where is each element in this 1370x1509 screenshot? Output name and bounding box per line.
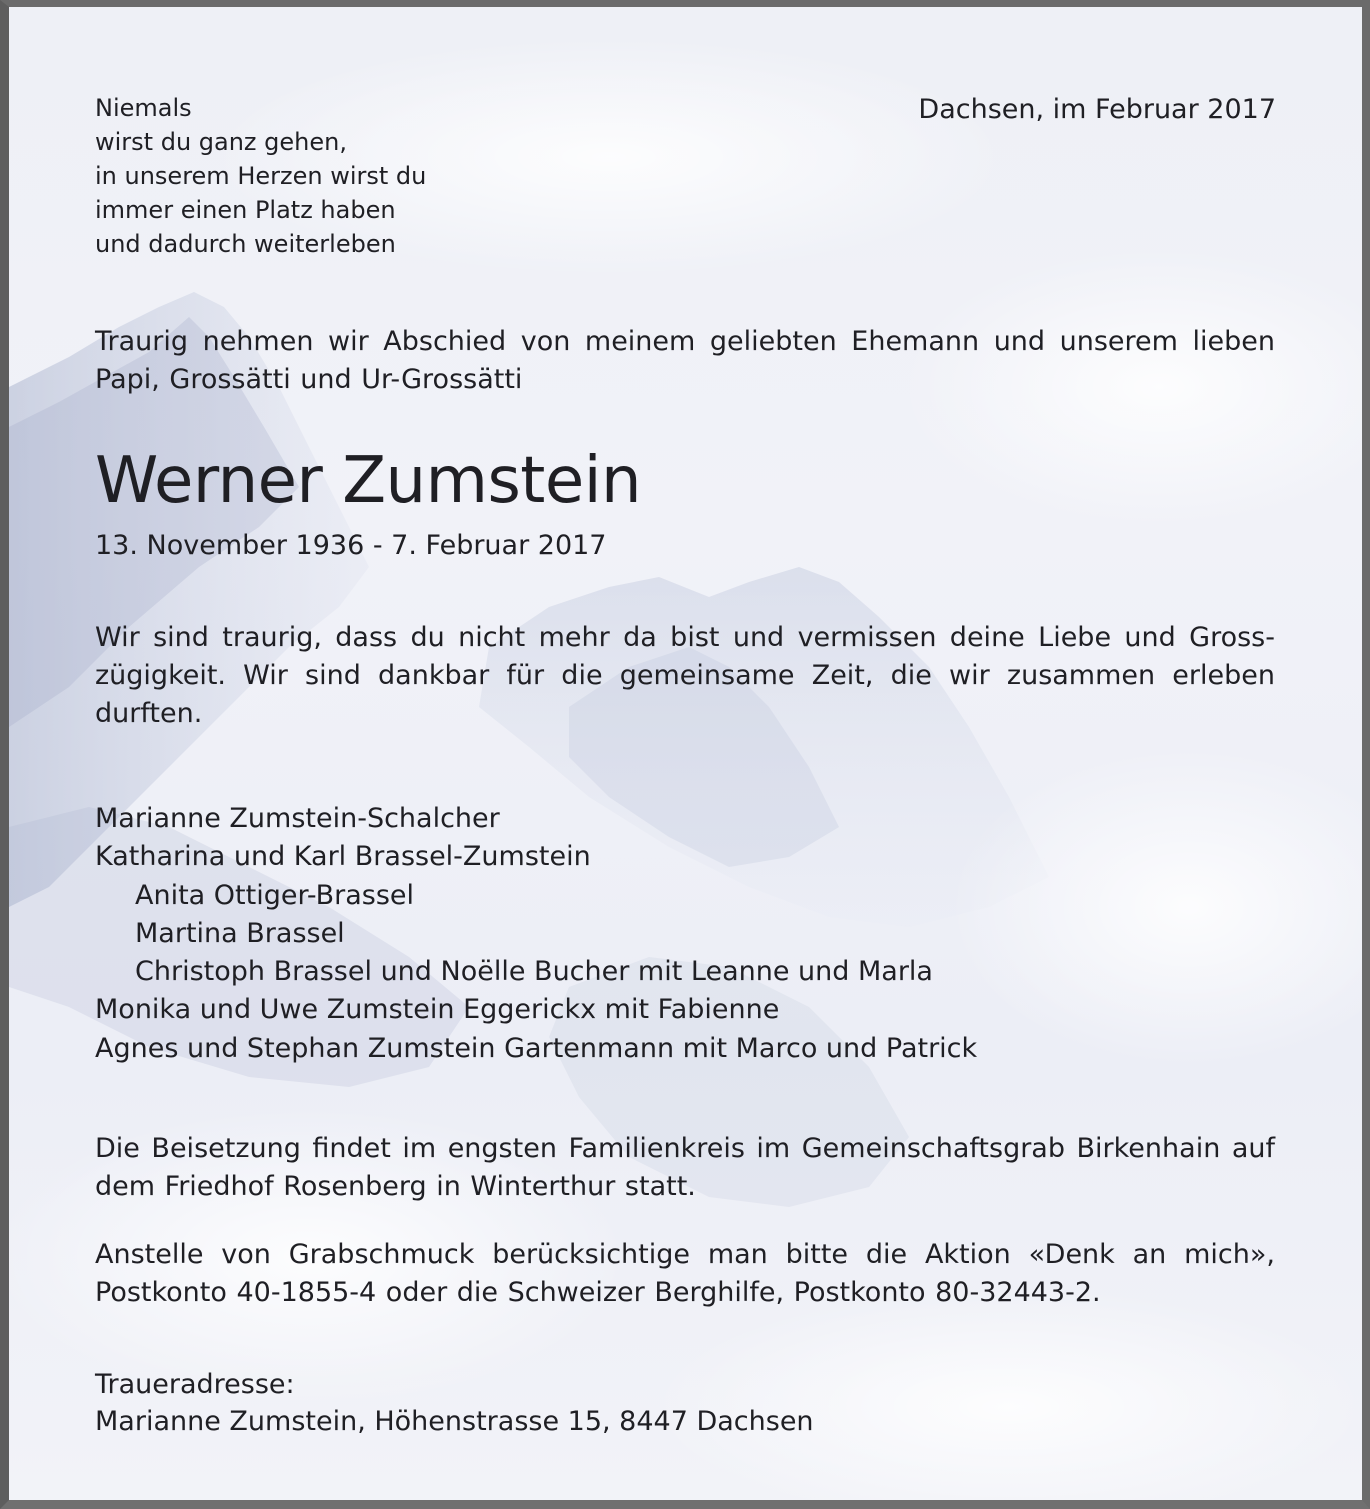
donation-notice: Anstelle von Grabschmuck berücksichtige man bitte die Aktion «Denk an mich», Postkonto 40-1855-4 oder die Schweizer Berghilfe, Postkonto 80-32443-2. bbox=[95, 1239, 1275, 1308]
life-dates: 13. November 1936 - 7. Februar 2017 bbox=[95, 530, 607, 561]
mourner-entry: Katharina und Karl Brassel-Zumstein bbox=[95, 841, 591, 873]
deceased-name: Werner Zumstein bbox=[95, 444, 642, 518]
motto-line: in unserem Herzen wirst du bbox=[95, 162, 427, 190]
mourner-entry: Marianne Zumstein-Schalcher bbox=[95, 803, 500, 834]
address-label: Traueradresse: bbox=[95, 1369, 295, 1400]
address-line: Marianne Zumstein, Höhenstrasse 15, 8447 Dachsen bbox=[95, 1406, 814, 1437]
motto-line: Niemals bbox=[95, 94, 192, 122]
mourner-entry: Agnes und Stephan Zumstein Gartenmann mit Marco und Patrick bbox=[95, 1032, 978, 1064]
place-and-date: Dachsen, im Februar 2017 bbox=[918, 94, 1276, 125]
intro-paragraph: Traurig nehmen wir Abschied von meinem geliebten Ehemann und unserem lieben Papi, Grossätti und Ur-Grossätti bbox=[95, 326, 1275, 395]
farewell-message: Wir sind traurig, dass du nicht mehr da bist und vermissen deine Liebe und Gross-zügigkeit. Wir sind dankbar für die gemeinsame Zeit, die wir zusammen erleben durften. bbox=[95, 622, 1275, 729]
mourner-entry: Monika und Uwe Zumstein Eggerickx mit Fabienne bbox=[95, 994, 780, 1026]
mourners-list bbox=[95, 800, 977, 1068]
mourner-entry: Martina Brassel bbox=[135, 917, 345, 949]
mourning-address bbox=[95, 1366, 814, 1440]
motto-line: und dadurch weiterleben bbox=[95, 230, 396, 258]
mourner-entry: Anita Ottiger-Brassel bbox=[135, 879, 415, 911]
motto-line: immer einen Platz haben bbox=[95, 196, 396, 224]
motto-line: wirst du ganz gehen, bbox=[95, 128, 347, 156]
motto-poem bbox=[95, 91, 426, 261]
burial-notice: Die Beisetzung findet im engsten Familienkreis im Gemeinschaftsgrab Birkenhain auf dem Friedhof Rosenberg in Winterthur statt. bbox=[95, 1133, 1275, 1202]
mourner-entry: Christoph Brassel und Noëlle Bucher mit Leanne und Marla bbox=[135, 956, 933, 988]
